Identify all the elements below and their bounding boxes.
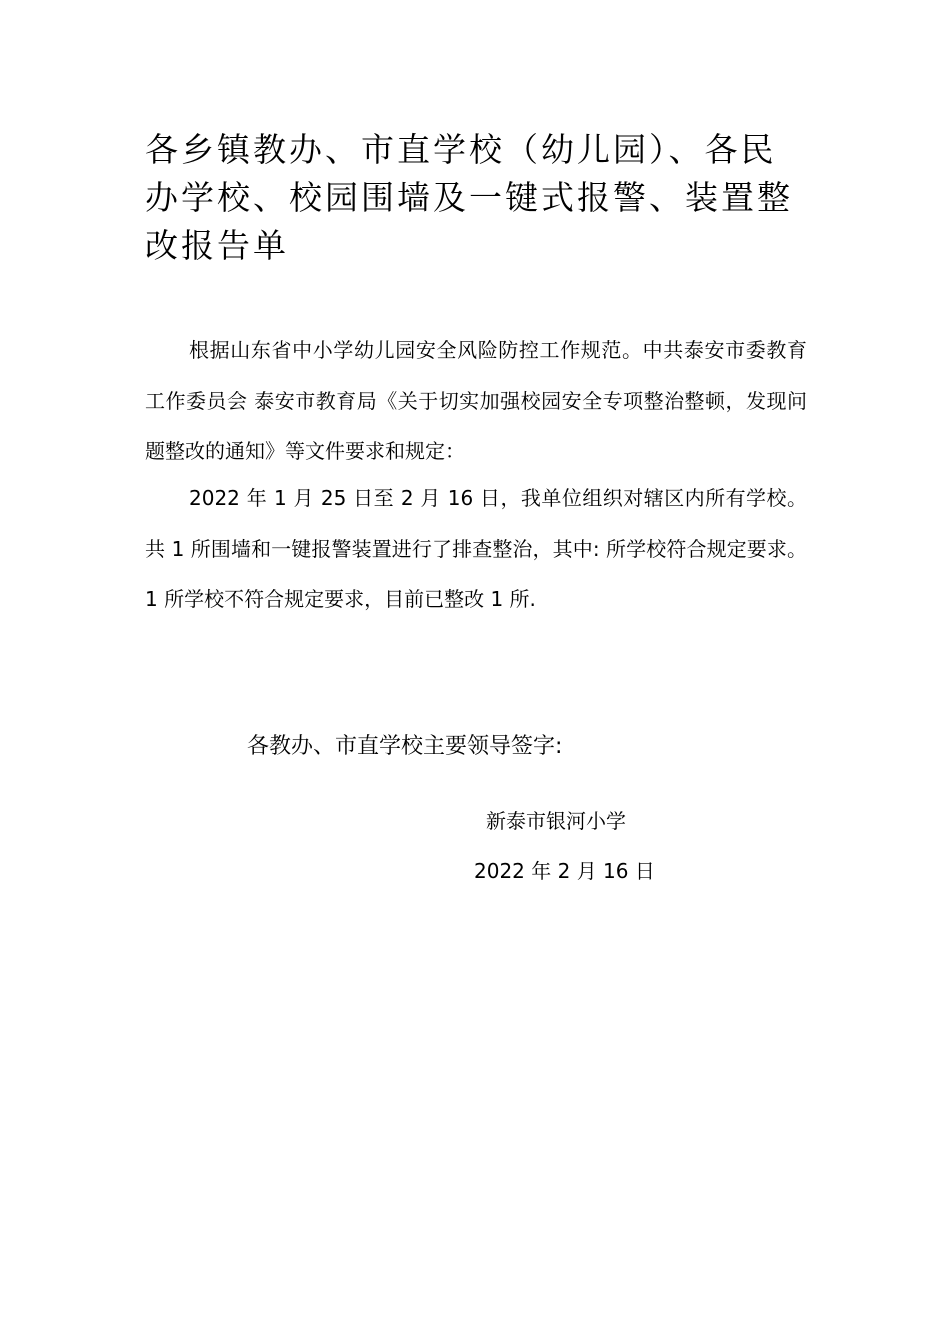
document-title — [145, 126, 810, 270]
title-line: 办学校、校园围墙及一键式报警、装置整 — [145, 178, 793, 217]
signature-label: 各教办、市直学校主要领导签字: — [247, 734, 563, 759]
signature-date: 2022 年 2 月 16 日 — [474, 859, 655, 883]
signer-name: 新泰市银河小学 — [486, 809, 626, 833]
title-line: 各乡镇教办、市直学校（幼儿园）、各民 — [145, 130, 777, 169]
title-line: 改报告单 — [145, 226, 289, 265]
body-paragraph-inspection: 2022 年 1 月 25 日至 2 月 16 日，我单位组织对辖区内所有学校。共 1 所围墙和一键报警装置进行了排查整治，其中: 所学校符合规定要求。1 所学校不符合规定要求，目前已整改 1 所. — [145, 486, 807, 611]
body-paragraph-basis: 根据山东省中小学幼儿园安全风险防控工作规范。中共泰安市委教育工作委员会 泰安市教育局《关于切实加强校园安全专项整治整顿，发现问题整改的通知》等文件要求和规定： — [145, 338, 807, 463]
